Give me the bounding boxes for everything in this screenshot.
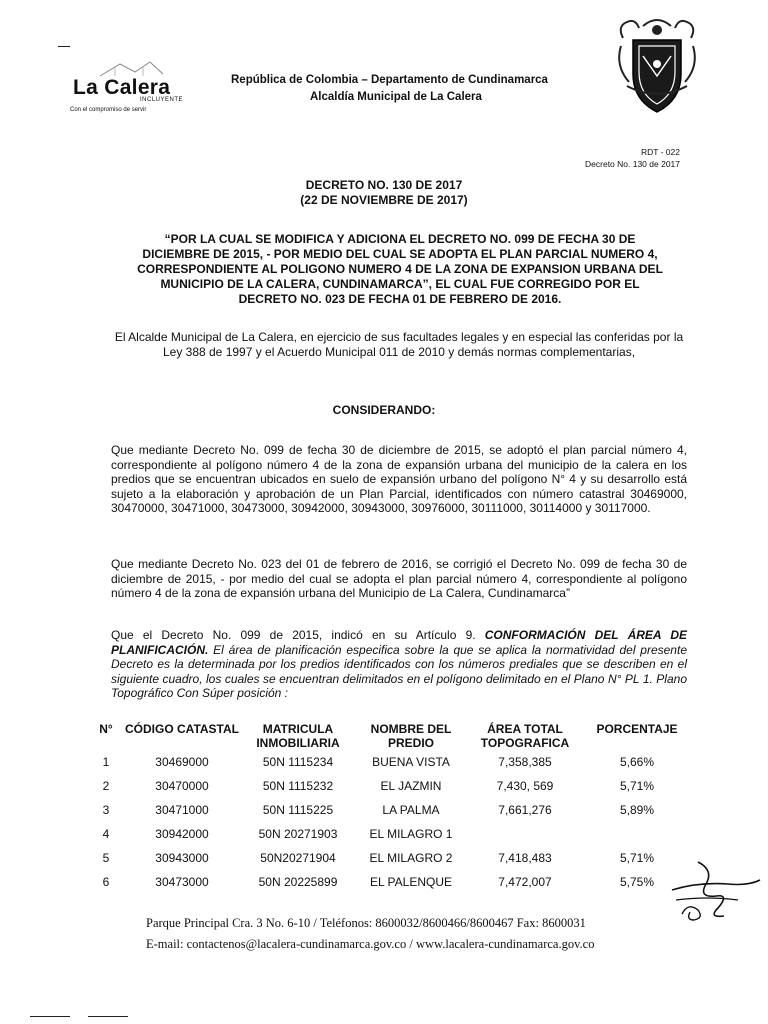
footer-address: Parque Principal Cra. 3 No. 6-10 / Teléfonos: 8600032/8600466/8600467 Fax: 8600031 (146, 916, 586, 930)
cell-registration: 50N 1115232 (262, 779, 334, 793)
caption-line-4: MUNICIPIO DE LA CALERA, CUNDINAMARCA”, EL CUAL FUE CORREGIDO POR EL (160, 277, 640, 291)
scan-mark (30, 1016, 70, 1017)
cell-area: 7,418,483 (498, 851, 552, 865)
header-line-1: República de Colombia – Departamento de Cundinamarca (231, 74, 548, 86)
header-cadastral-code: CÓDIGO CATASTAL (125, 722, 239, 736)
scan-mark (58, 46, 70, 47)
cell-number: 1 (102, 755, 110, 769)
table-row (88, 750, 690, 774)
coat-of-arms-icon (613, 16, 701, 116)
cell-code: 30943000 (155, 851, 209, 865)
paragraph-1: Que mediante Decreto No. 099 de fecha 30 de diciembre de 2015, se adoptó el plan parcial número 4, correspondiente al polígono número 4 de la zona de expansión urbana del municipio de la calera en los predios que se encuentran ubicados en suelo de expansión urbano del polígono N° 4 y su desarrollo está sujeto a la elaboración y aprobación de un Plan Parcial, identificados con número catastral 30469000, 30470000, 30471000, 30473000, 30942000, 30943000, 30976000, 30111000, 30114000 y 30117000. (111, 443, 687, 515)
cell-area: 7,472,007 (498, 875, 552, 889)
table-row (88, 870, 690, 894)
caption-line-5: DECRETO NO. 023 DE FECHA 01 DE FEBRERO DE 2016. (238, 292, 562, 306)
decree-caption (110, 232, 690, 307)
cell-name: LA PALMA (382, 803, 440, 817)
header-property-name: NOMBRE DEL PREDIO (370, 722, 452, 750)
footer-contact: E-mail: contactenos@lacalera-cundinamarca.gov.co / www.lacalera-cundinamarca.gov.co (146, 937, 595, 951)
caption-line-3: CORRESPONDIENTE AL POLIGONO NUMERO 4 DE LA ZONA DE EXPANSION URBANA DEL (137, 262, 663, 276)
caption-line-2: DICIEMBRE DE 2015, - POR MEDIO DEL CUAL SE ADOPTA EL PLAN PARCIAL NUMERO 4, (142, 247, 658, 261)
paragraph-3-body: El área de planificación especifica sobre la que se aplica la normatividad del presente Decreto es la determinada por los predios identificados con los números prediales que se describen en el siguiente cuadro, los cuales se encuentran delimitados en el polígono delimitado en el Plano N° PL 1. Plano Topográfico Con Súper posición : (111, 642, 687, 700)
cell-percentage: 5,71% (619, 851, 655, 865)
table-header-row (88, 722, 690, 750)
cell-code: 30473000 (155, 875, 209, 889)
header-percentage: PORCENTAJE (596, 722, 678, 736)
table-row (88, 774, 690, 798)
cell-registration: 50N 1115225 (262, 803, 334, 817)
table-row (88, 822, 690, 846)
cell-percentage: 5,75% (619, 875, 655, 889)
header-total-area: ÁREA TOTAL TOPOGRAFICA (480, 722, 570, 750)
cell-area: 7,661,276 (498, 803, 552, 817)
paragraph-3-lead: Que el Decreto No. 099 de 2015, indicó en su Artículo 9. (111, 628, 485, 642)
cell-code: 30470000 (155, 779, 209, 793)
decree-date: (22 DE NOVIEMBRE DE 2017) (300, 193, 468, 207)
considerando-heading: CONSIDERANDO: (332, 403, 436, 417)
reference-code: RDT - 022 (640, 147, 680, 157)
header-line-2: Alcaldía Municipal de La Calera (310, 91, 482, 103)
reference-decree: Decreto No. 130 de 2017 (585, 159, 680, 169)
preamble-paragraph: El Alcalde Municipal de La Calera, en ejercicio de sus facultades legales y en especial las conferidas por la Ley 388 de 1997 y el Acuerdo Municipal 011 de 2010 y demás normas complementarias, (114, 330, 684, 359)
cell-percentage: 5,71% (619, 779, 655, 793)
cell-number: 6 (102, 875, 110, 889)
signature-icon (668, 856, 764, 926)
article-heading: CONFORMACIÓN DEL ÁREA DE PLANIFICACIÓN. (111, 628, 687, 657)
cell-number: 2 (102, 779, 110, 793)
cell-registration: 50N 20271903 (258, 827, 338, 841)
cell-registration: 50N 1115234 (262, 755, 334, 769)
table-row (88, 846, 690, 870)
cell-name: EL PALENQUE (369, 875, 453, 889)
cell-percentage (584, 822, 690, 846)
cell-name: BUENA VISTA (372, 755, 450, 769)
decree-number: DECRETO NO. 130 DE 2017 (305, 178, 463, 192)
parcels-table (88, 722, 690, 894)
cell-name: EL MILAGRO 2 (369, 851, 453, 865)
header-number: N° (99, 722, 113, 736)
logo-text: La Calera (73, 76, 171, 99)
logo-slogan: Con el compromiso de servir (70, 107, 147, 113)
table-row (88, 798, 690, 822)
cell-code: 30471000 (155, 803, 209, 817)
cell-number: 3 (102, 803, 110, 817)
cell-percentage: 5,66% (619, 755, 655, 769)
cell-area (466, 822, 584, 846)
cell-area: 7,358,385 (498, 755, 552, 769)
scan-mark (88, 1016, 128, 1017)
cell-code: 30469000 (155, 755, 209, 769)
paragraph-3 (111, 628, 687, 701)
header-registration: MATRICULA INMOBILIARIA (256, 722, 340, 750)
cell-registration: 50N20271904 (260, 851, 336, 865)
cell-name: EL MILAGRO 1 (369, 827, 453, 841)
cell-percentage: 5,89% (619, 803, 655, 817)
cell-registration: 50N 20225899 (258, 875, 338, 889)
paragraph-2: Que mediante Decreto No. 023 del 01 de febrero de 2016, se corrigió el Decreto No. 099 de fecha 30 de diciembre de 2015, - por medio del cual se adopta el plan parcial número 4, correspondiente al polígono número 4 de la zona de expansión urbana del Municipio de La Calera, Cundinamarca” (111, 557, 687, 600)
logo-subtext: INCLUYENTE (140, 97, 184, 103)
cell-code: 30942000 (155, 827, 209, 841)
cell-name: EL JAZMIN (380, 779, 442, 793)
cell-area: 7,430, 569 (496, 779, 554, 793)
cell-number: 4 (102, 827, 110, 841)
caption-line-1: “POR LA CUAL SE MODIFICA Y ADICIONA EL DECRETO NO. 099 DE FECHA 30 DE (164, 232, 636, 246)
cell-number: 5 (102, 851, 110, 865)
